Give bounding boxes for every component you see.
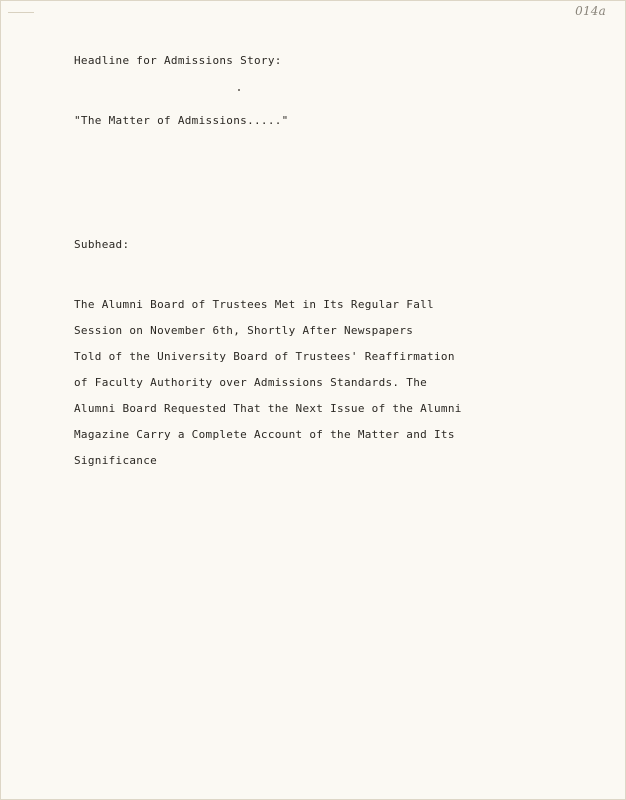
subhead-line: Magazine Carry a Complete Account of the Matter and Its: [74, 428, 455, 441]
page-number-note: 014a: [575, 4, 606, 18]
subhead-line: Significance: [74, 454, 158, 467]
subhead-line: of Faculty Authority over Admissions Standards. The: [74, 376, 428, 389]
subhead-line: Session on November 6th, Shortly After Newspapers: [74, 324, 414, 337]
headline-label: Headline for Admissions Story:: [74, 54, 282, 67]
subhead-line: The Alumni Board of Trustees Met in Its Regular Fall: [74, 298, 434, 311]
stray-mark: [238, 89, 240, 91]
subhead-text: [74, 292, 462, 474]
corner-mark: [8, 12, 34, 13]
headline-title: "The Matter of Admissions.....": [74, 114, 289, 127]
subhead-line: Told of the University Board of Trustees' Reaffirmation: [74, 350, 455, 363]
subhead-label: Subhead:: [74, 238, 130, 251]
subhead-line: Alumni Board Requested That the Next Issue of the Alumni: [74, 402, 462, 415]
